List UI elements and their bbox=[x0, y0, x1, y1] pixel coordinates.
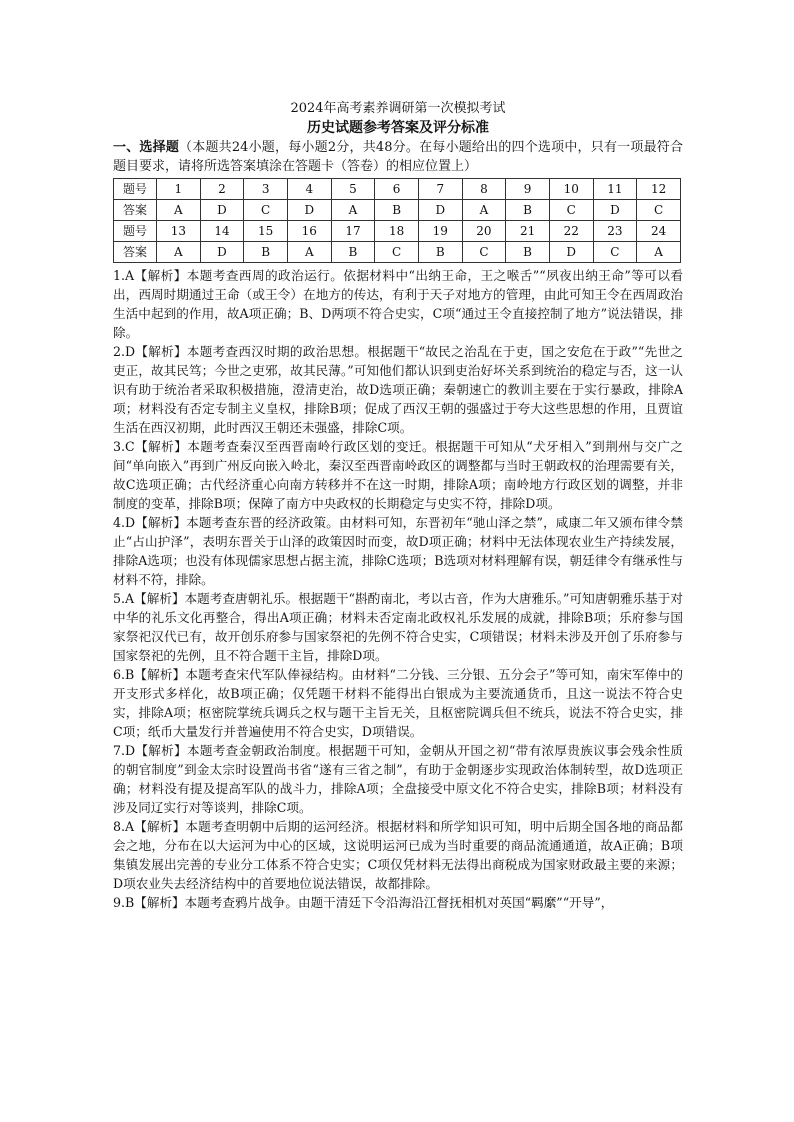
table-row bbox=[114, 242, 681, 263]
question-number-cell: 7 bbox=[418, 179, 462, 200]
question-number-cell: 4 bbox=[287, 179, 331, 200]
row-label: 题号 bbox=[114, 221, 157, 242]
question-number-cell: 12 bbox=[637, 179, 681, 200]
question-number-cell: 8 bbox=[462, 179, 506, 200]
answer-cell: C bbox=[593, 242, 637, 263]
question-number-cell: 14 bbox=[200, 221, 244, 242]
explanation-item: 2.D【解析】本题考查西汉时期的政治思想。根据题干“故民之治乱在于吏，国之安危在于政”“先世之吏正，故其民笃；今世之吏邪，故其民薄。”可知他们都认识到吏治好坏关系到统治的稳定与否，这一认识有助于统治者采取积极措施，澄清吏治，故D选项正确；秦朝速亡的教训主要在于实行暴政，排除A项；材料没有否定专制主义皇权，排除B项；促成了西汉王朝的强盛过于夸大这些思想的作用，且贾谊生活在西汉初期，此时西汉王朝还未强盛，排除C项。 bbox=[113, 344, 683, 435]
answer-cell: B bbox=[375, 200, 419, 221]
table-row bbox=[114, 179, 681, 200]
document-subtitle: 历史试题参考答案及评分标准 bbox=[307, 120, 489, 136]
question-number-cell: 9 bbox=[506, 179, 550, 200]
question-number-cell: 6 bbox=[375, 179, 419, 200]
question-number-cell: 23 bbox=[593, 221, 637, 242]
row-label: 答案 bbox=[114, 200, 157, 221]
section-heading: 一、选择题 bbox=[113, 140, 180, 155]
answer-cell: B bbox=[244, 242, 288, 263]
answer-table bbox=[113, 178, 681, 263]
section-intro bbox=[113, 138, 683, 176]
answer-cell: A bbox=[331, 200, 375, 221]
answer-cell: C bbox=[244, 200, 288, 221]
table-row bbox=[114, 221, 681, 242]
table-row bbox=[114, 200, 681, 221]
explanation-item: 4.D【解析】本题考查东晋的经济政策。由材料可知，东晋初年“驰山泽之禁”，咸康二年又颁布律令禁止“占山护泽”，表明东晋关于山泽的政策因时而变，故D项正确；材料中无法体现农业生产持续发展，排除A选项；也没有体现儒家思想占据主流，排除C选项；B选项对材料理解有误，朝廷律令有继承性与材料不符，排除。 bbox=[113, 515, 683, 587]
answer-cell: A bbox=[462, 200, 506, 221]
answer-cell: C bbox=[549, 200, 593, 221]
answer-cell: A bbox=[157, 242, 201, 263]
question-number-cell: 3 bbox=[244, 179, 288, 200]
answer-cell: A bbox=[287, 242, 331, 263]
question-number-cell: 22 bbox=[549, 221, 593, 242]
answer-cell: D bbox=[200, 242, 244, 263]
question-number-cell: 24 bbox=[637, 221, 681, 242]
explanation-item: 9.B【解析】本题考查鸦片战争。由题干清廷下令沿海沿江督抚相机对英国“羁縻”“开导”， bbox=[113, 895, 614, 910]
answer-cell: A bbox=[157, 200, 201, 221]
question-number-cell: 5 bbox=[331, 179, 375, 200]
answer-cell: B bbox=[418, 242, 462, 263]
answer-cell: D bbox=[200, 200, 244, 221]
answer-cell: B bbox=[331, 242, 375, 263]
answer-cell: D bbox=[549, 242, 593, 263]
answer-cell: C bbox=[637, 200, 681, 221]
explanation-item: 1.A【解析】本题考查西周的政治运行。依据材料中“出纳王命，王之喉舌”“夙夜出纳王命”等可以看出，西周时期通过王命（或王令）在地方的传达，有利于天子对地方的管理，由此可知王令在西周政治生活中起到的作用，故A项正确；B、D两项不符合史实，C项“通过王令直接控制了地方”说法错误，排除。 bbox=[113, 268, 683, 340]
answer-cell: B bbox=[506, 200, 550, 221]
question-number-cell: 16 bbox=[287, 221, 331, 242]
question-number-cell: 19 bbox=[418, 221, 462, 242]
explanation-item: 8.A【解析】本题考查明朝中后期的运河经济。根据材料和所学知识可知，明中后期全国各地的商品都会之地，分布在以大运河为中心的区域，这说明运河已成为当时重要的商品流通通道，故A正确；B项集镇发展出完善的专业分工体系不符合史实；C项仅凭材料无法得出商税成为国家财政最主要的来源；D项农业失去经济结构中的首要地位说法错误，故都排除。 bbox=[113, 819, 683, 891]
answer-cell: C bbox=[375, 242, 419, 263]
explanation-item: 3.C【解析】本题考查秦汉至西晋南岭行政区划的变迁。根据题干可知从“犬牙相入”到荆州与交广之间“单向嵌入”再到广州反向嵌入岭北，秦汉至西晋南岭政区的调整都与当时王朝政权的治理需要有关，故C选项正确；古代经济重心向南方转移并不在这一时期，排除A项；南岭地方行政区划的调整，并非制度的变革，排除B项；保障了南方中央政权的长期稳定与史实不符，排除D项。 bbox=[113, 439, 683, 511]
exam-title: 2024年高考素养调研第一次模拟考试 bbox=[290, 101, 506, 116]
section-instructions: （本题共24小题，每小题2分，共48分。在每小题给出的四个选项中，只有一项最符合题目要求，请将所选答案填涂在答题卡（答卷）的相应位置上） bbox=[113, 140, 683, 174]
row-label: 答案 bbox=[114, 242, 157, 263]
explanation-item: 7.D【解析】本题考查金朝政治制度。根据题干可知，金朝从开国之初“带有浓厚贵族议事会残余性质的朝官制度”到金太宗时设置尚书省“遂有三省之制”，有助于金朝逐步实现政治体制转型，故D选项正确；材料没有提及提高军队的战斗力，排除A项；全盘接受中原文化不符合史实，排除B项；材料没有涉及同辽实行对等谈判，排除C项。 bbox=[113, 743, 683, 815]
explanation-item: 6.B【解析】本题考查宋代军队俸禄结构。由材料“二分钱、三分银、五分会子”等可知，南宋军俸中的开支形式多样化，故B项正确；仅凭题干材料不能得出白银成为主要流通货币，且这一说法不符合史实，排除A项；枢密院掌统兵调兵之权与题干主旨无关，且枢密院调兵但不统兵，说法不符合史实，排C项；纸币大量发行并普遍使用不符合史实，D项错误。 bbox=[113, 667, 683, 739]
explanation-item: 5.A【解析】本题考查唐朝礼乐。根据题干“斟酌南北，考以古音，作为大唐雅乐。”可知唐朝雅乐基于对中华的礼乐文化再整合，得出A项正确；材料未否定南北政权礼乐发展的成就，排除B项；乐府参与国家祭祀汉代已有，故开创乐府参与国家祭祀的先例不符合史实，C项错误；材料未涉及开创了乐府参与国家祭祀的先例，且不符合题干主旨，排除D项。 bbox=[113, 591, 683, 663]
question-number-cell: 2 bbox=[200, 179, 244, 200]
answer-cell: D bbox=[593, 200, 637, 221]
question-number-cell: 15 bbox=[244, 221, 288, 242]
document-page bbox=[113, 100, 683, 912]
answer-cell: B bbox=[506, 242, 550, 263]
row-label: 题号 bbox=[114, 179, 157, 200]
question-number-cell: 18 bbox=[375, 221, 419, 242]
answer-cell: D bbox=[287, 200, 331, 221]
answer-cell: A bbox=[637, 242, 681, 263]
explanations-list bbox=[113, 266, 683, 912]
question-number-cell: 1 bbox=[157, 179, 201, 200]
question-number-cell: 11 bbox=[593, 179, 637, 200]
question-number-cell: 10 bbox=[549, 179, 593, 200]
question-number-cell: 13 bbox=[157, 221, 201, 242]
question-number-cell: 17 bbox=[331, 221, 375, 242]
question-number-cell: 21 bbox=[506, 221, 550, 242]
question-number-cell: 20 bbox=[462, 221, 506, 242]
answer-cell: D bbox=[418, 200, 462, 221]
answer-cell: C bbox=[462, 242, 506, 263]
